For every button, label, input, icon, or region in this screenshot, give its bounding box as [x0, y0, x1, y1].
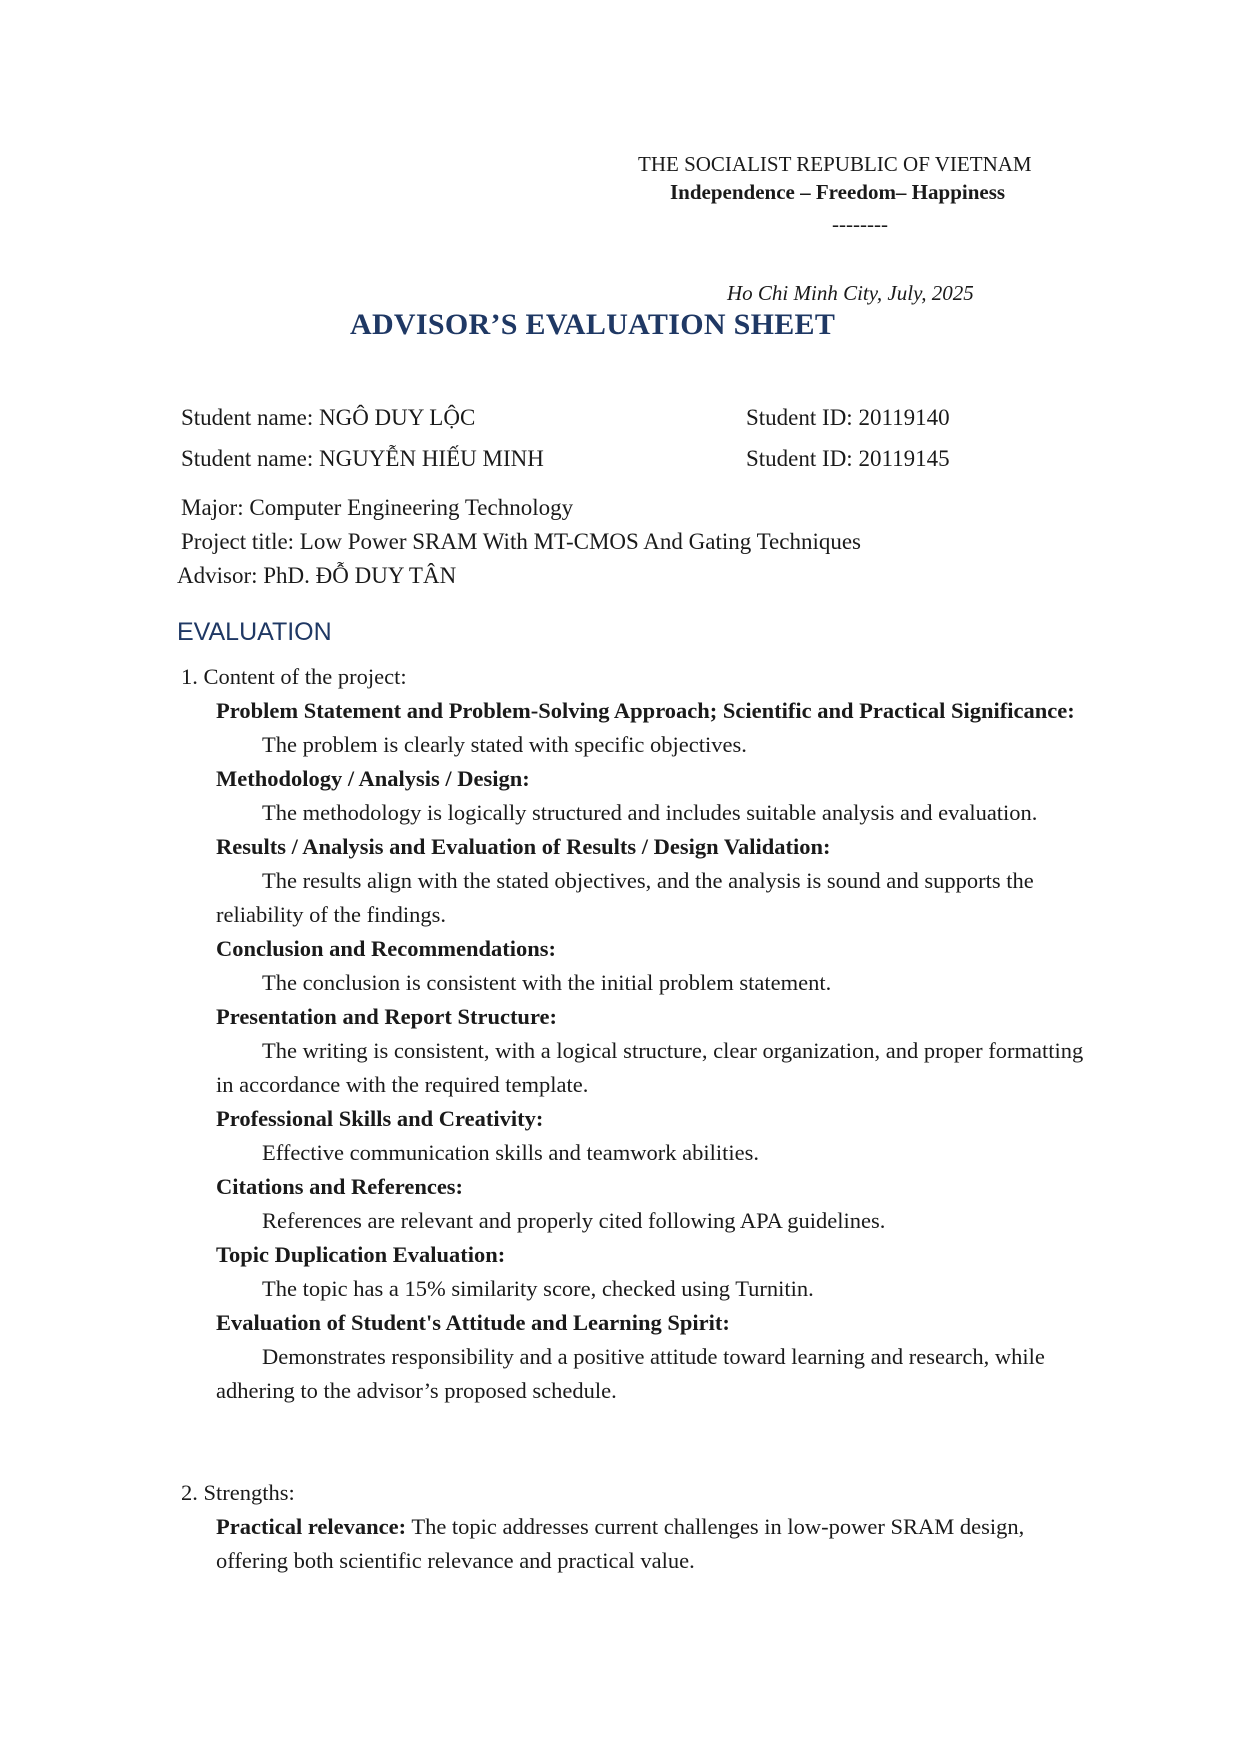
criterion: [216, 1102, 1096, 1170]
criterion-label: Topic Duplication Evaluation:: [216, 1242, 506, 1267]
criterion-text: The problem is clearly stated with specific objectives.: [262, 732, 747, 757]
criteria-list: [216, 694, 1096, 1408]
criterion-label: Citations and References:: [216, 1174, 464, 1199]
criterion: [216, 830, 1096, 932]
criterion-text: The methodology is logically structured and includes suitable analysis and evaluation.: [262, 800, 1038, 825]
criterion: [216, 694, 1096, 762]
student-id-2: Student ID: 20119145: [746, 446, 950, 471]
place-date: Ho Chi Minh City, July, 2025: [727, 281, 974, 305]
strengths-paragraph: [216, 1510, 1096, 1578]
criterion: [216, 932, 1096, 1000]
project-title: Project title: Low Power SRAM With MT-CMOS And Gating Techniques: [181, 529, 862, 554]
strengths-heading: 2. Strengths:: [181, 1480, 295, 1505]
header-divider: --------: [832, 212, 888, 236]
advisor: Advisor: PhD. ĐỖ DUY TÂN: [177, 563, 457, 588]
criterion: [216, 1306, 1096, 1408]
major: Major: Computer Engineering Technology: [181, 495, 574, 520]
criterion-label: Problem Statement and Problem-Solving Approach; Scientific and Practical Significance:: [216, 698, 1075, 723]
criterion: [216, 1000, 1096, 1102]
student-name-1: Student name: NGÔ DUY LỘC: [181, 405, 476, 430]
page-title: ADVISOR’S EVALUATION SHEET: [350, 308, 836, 341]
criterion-label: Results / Analysis and Evaluation of Results / Design Validation:: [216, 834, 831, 859]
criterion-text: Effective communication skills and teamwork abilities.: [262, 1140, 759, 1165]
national-motto: Independence – Freedom– Happiness: [670, 180, 1006, 204]
student-name-2: Student name: NGUYỄN HIẾU MINH: [181, 446, 544, 471]
criterion-text: The writing is consistent, with a logical structure, clear organization, and proper formatting in accordance with the required template.: [216, 1038, 1084, 1097]
strength-text: The topic addresses current challenges in low-power SRAM design, offering both scientific relevance and practical value.: [216, 1514, 1025, 1573]
strength-label: Practical relevance:: [216, 1514, 407, 1539]
criterion-label: Methodology / Analysis / Design:: [216, 766, 530, 791]
criterion-label: Presentation and Report Structure:: [216, 1004, 558, 1029]
criterion-text: The results align with the stated objectives, and the analysis is sound and supports the reliability of the findings.: [216, 868, 1034, 927]
student-id-1: Student ID: 20119140: [746, 405, 950, 430]
criterion-label: Professional Skills and Creativity:: [216, 1106, 544, 1131]
country-name: THE SOCIALIST REPUBLIC OF VIETNAM: [638, 152, 1032, 176]
criterion-text: The topic has a 15% similarity score, checked using Turnitin.: [262, 1276, 814, 1301]
criterion-text: The conclusion is consistent with the initial problem statement.: [262, 970, 832, 995]
criterion: [216, 1170, 1096, 1238]
criterion: [216, 1238, 1096, 1306]
criterion-text: Demonstrates responsibility and a positive attitude toward learning and research, while adhering to the advisor’s proposed schedule.: [216, 1344, 1045, 1403]
evaluation-heading: EVALUATION: [177, 618, 332, 646]
criterion-label: Evaluation of Student's Attitude and Learning Spirit:: [216, 1310, 730, 1335]
content-heading: 1. Content of the project:: [181, 664, 407, 689]
criterion: [216, 762, 1096, 830]
criterion-label: Conclusion and Recommendations:: [216, 936, 557, 961]
criterion-text: References are relevant and properly cited following APA guidelines.: [262, 1208, 886, 1233]
